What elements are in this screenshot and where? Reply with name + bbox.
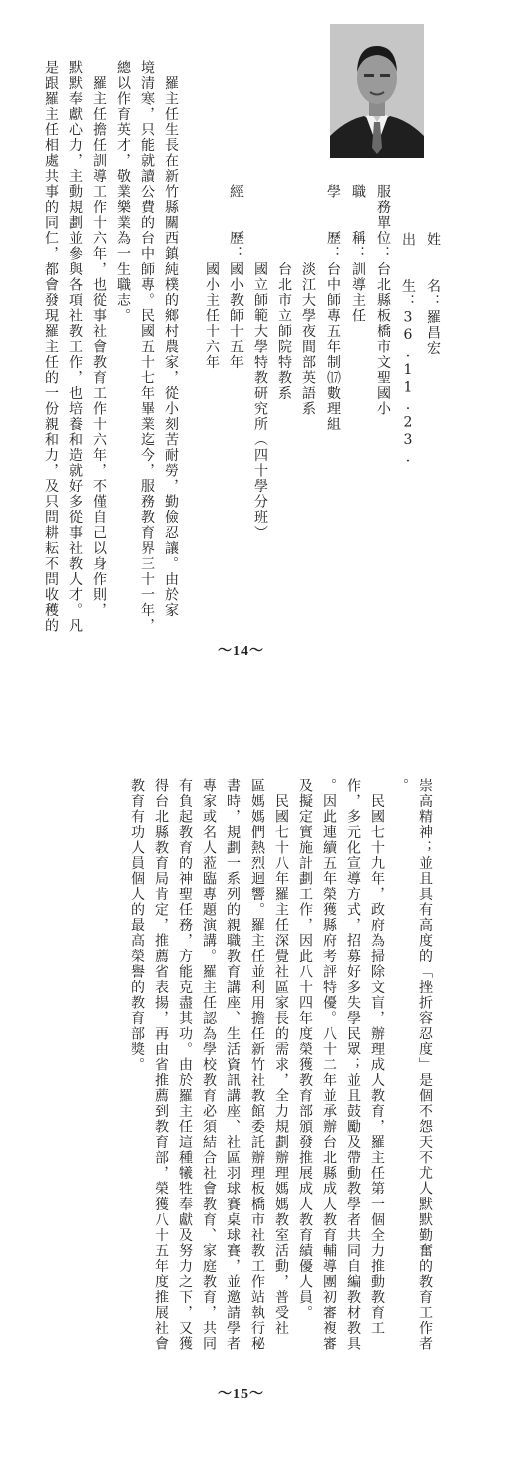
body-line: 總以作育英才，敬業樂業為一生職志。: [115, 60, 131, 324]
body-line: 境清寒，只能就讀公費的台中師專。民國五十七年畢業迄今，服務教育界三十一年，: [139, 60, 155, 634]
body-line: 崇高精神；並且具有高度的「挫折容忍度」是個不怨天不尤人默默勤奮的教育工作者: [417, 778, 433, 1352]
body-line: 羅主任擔任訓導工作十六年，也從事社會教育工作十六年，不僅自己以身作則，: [91, 60, 107, 618]
profile-education-4: 國立師範大學特教研究所（四十學分班）: [252, 184, 268, 541]
portrait-image: [330, 24, 424, 158]
profile-title: 職 稱：訓導主任: [350, 184, 366, 324]
profile-experience-1: 經 歷：國小教師十五年: [228, 184, 244, 370]
body-line: 默默奉獻心力，主動規劃並參與各項社教工作，也培養和造就好多從事社教人才。凡: [67, 60, 83, 634]
body-line: 作，多元化宣導方式，招募好多失學民眾；並且鼓勵及帶動教學者共同自編教材教具: [345, 778, 361, 1352]
portrait-photo: [330, 24, 424, 158]
page-number-15: ～15～: [218, 1387, 264, 1402]
body-line: 有負起教育的神聖任務，方能克盡其功。由於羅主任這種犧牲奉獻及努力之下，又獲: [177, 778, 193, 1352]
body-line: 得台北縣教育局肯定，推薦省表揚，再由省推薦到教育部，榮獲八十五年度推展社會: [153, 778, 169, 1352]
body-line: 。因此連續五年榮獲縣府考評特優。八十二年並承辦台北縣成人教育輔導團初審複審: [321, 778, 337, 1352]
body-line: 教育有功人員個人的最高榮譽的教育部獎。: [129, 778, 145, 1073]
body-line: 及擬定實施計劃工作，因此八十四年度榮獲教育部頒發推展成人教育績優人員。: [297, 778, 313, 1321]
profile-birth: 出 生：36.11.23.: [400, 232, 416, 467]
profile-workplace: 服務單位：台北縣板橋市文聖國小: [375, 184, 391, 417]
body-line: 民國七十八年羅主任深覺社區家長的需求，全力規劃辦理媽媽教室活動，普受社: [273, 778, 289, 1336]
body-line: 專家或名人蒞臨專題演講。羅主任認為學校教育必須結合社會教育、家庭教育，共同: [201, 778, 217, 1352]
body-line: 民國七十九年，政府為掃除文盲，辦理成人教育，羅主任第一個全力推動教育工: [369, 778, 385, 1336]
body-line: 是跟羅主任相處共事的同仁，都會發現羅主任的一份親和力，及只問耕耘不問收穫的: [43, 60, 59, 634]
profile-education-2: 淡江大學夜間部英語系: [300, 184, 316, 417]
body-line: 區媽媽們熱烈迴響。羅主任並利用擔任新竹社教館委託辦理板橋市社教工作站執行秘: [249, 778, 265, 1352]
body-line: 。: [393, 778, 409, 794]
profile-name: 姓 名：羅昌宏: [425, 232, 441, 356]
profile-education-1: 學 歷：台中師專五年制⒄數理組: [325, 184, 341, 432]
body-line: 羅主任生長在新竹縣關西鎮純樸的鄉村農家，從小刻苦耐勞，勤儉忍讓。由於家: [163, 60, 179, 618]
profile-experience-2: 國小主任十六年: [204, 184, 220, 370]
body-line: 書時，規劃一系列的親職教育講座、生活資訊講座、社區羽球賽桌球賽，並邀請學者: [225, 778, 241, 1352]
profile-education-3: 台北市立師院特教系: [276, 184, 292, 401]
page-number-14: ～14～: [218, 644, 264, 659]
